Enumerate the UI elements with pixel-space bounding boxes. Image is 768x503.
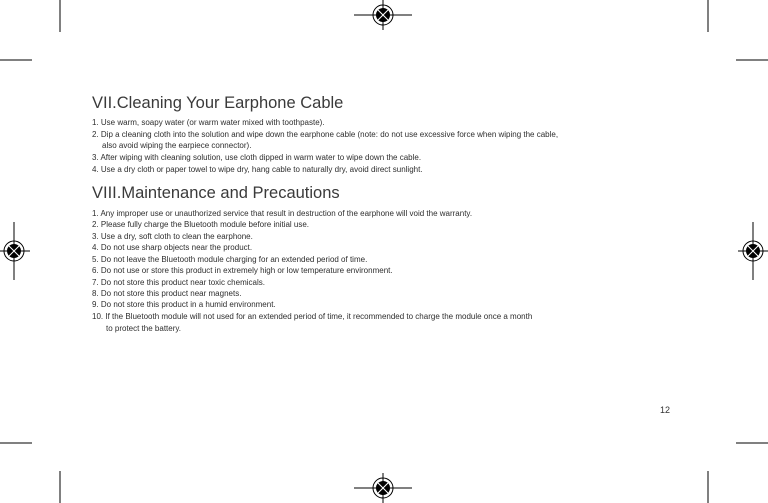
list-item: 6. Do not use or store this product in extremely high or low temperature environment.	[92, 266, 393, 275]
page-number: 12	[660, 405, 671, 415]
list-item: 1. Use warm, soapy water (or warm water mixed with toothpaste).	[92, 118, 325, 127]
list-item-continuation: to protect the battery.	[106, 324, 182, 333]
section-title-cleaning: VII.Cleaning Your Earphone Cable	[92, 94, 344, 112]
list-item: 4. Use a dry cloth or paper towel to wipe dry, hang cable to naturally dry, avoid direct sunlight.	[92, 165, 423, 174]
list-item: 8. Do not store this product near magnets.	[92, 289, 242, 298]
list-item: 2. Dip a cleaning cloth into the solution and wipe down the earphone cable (note: do not use excessive force when wiping the cable,	[92, 130, 559, 139]
list-item: 9. Do not store this product in a humid environment.	[92, 300, 276, 309]
list-item-continuation: also avoid wiping the earpiece connector).	[102, 141, 252, 150]
list-item: 4. Do not use sharp objects near the product.	[92, 243, 253, 252]
list-item: 7. Do not store this product near toxic chemicals.	[92, 278, 265, 287]
list-item: 3. After wiping with cleaning solution, use cloth dipped in warm water to wipe down the cable.	[92, 153, 422, 162]
list-item: 10. If the Bluetooth module will not used for an extended period of time, it recommended to charge the module once a month	[92, 312, 533, 321]
list-item: 2. Please fully charge the Bluetooth module before initial use.	[92, 220, 310, 229]
section-title-maintenance: VIII.Maintenance and Precautions	[92, 184, 340, 202]
list-item: 1. Any improper use or unauthorized service that result in destruction of the earphone will void the warranty.	[92, 209, 473, 218]
list-item: 5. Do not leave the Bluetooth module charging for an extended period of time.	[92, 255, 368, 264]
list-item: 3. Use a dry, soft cloth to clean the earphone.	[92, 232, 253, 241]
